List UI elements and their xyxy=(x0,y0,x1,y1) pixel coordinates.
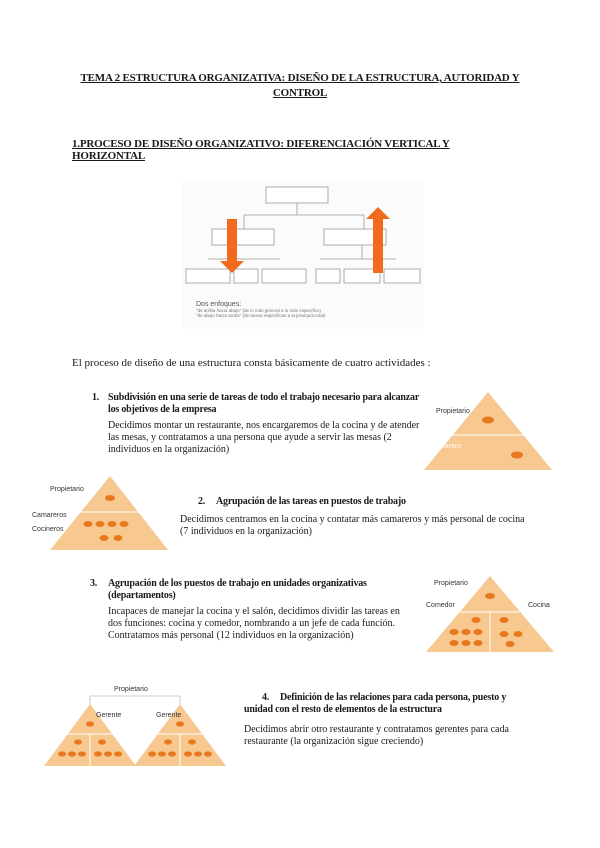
step-1-label-waiter: Camarero xyxy=(430,443,462,450)
org-box-bottom-1 xyxy=(186,269,230,283)
document-title: TEMA 2 ESTRUCTURA ORGANIZATIVA: DISEÑO DE LA ESTRUCTURA, AUTORIDAD Y CONTROL xyxy=(80,72,520,99)
step-3-pyramid xyxy=(424,574,556,654)
step-4-label-owner: Propietario xyxy=(114,686,148,693)
legend-line-2: "de abajo hacia arriba" (de tareas específicas a la jerarquía total) xyxy=(196,313,326,318)
org-box-top xyxy=(266,187,328,203)
step-2-pyramid xyxy=(32,474,170,552)
legend-title: Dos enfoques: xyxy=(196,301,242,308)
step-3-label-owner: Propietario xyxy=(434,580,468,587)
step-1-text: Decidimos montar un restaurante, nos encargaremos de la cocina y de atender las mesas, y contratamos a una persona que ayude a servir las mesas (2 individuos en la organización) xyxy=(108,420,420,455)
step-3-label-kitchen: Cocina xyxy=(528,602,550,609)
step-4-pyramids xyxy=(40,686,230,768)
step-3-title: Agrupación de los puestos de trabajo en unidades organizativas (departamentos) xyxy=(108,578,367,601)
step-4-label-manager-1: Gerente xyxy=(96,712,122,719)
step-2-label-owner: Propietario xyxy=(50,486,84,493)
section-heading: 1.PROCESO DE DISEÑO ORGANIZATIVO: DIFERENCIACIÓN VERTICAL Y HORIZONTAL xyxy=(72,138,450,162)
diagram-legend xyxy=(196,301,420,318)
step-4-label-manager-2: Gerente xyxy=(156,712,182,719)
step-2-title: Agrupación de las tareas en puestos de trabajo xyxy=(216,496,406,507)
step-1-number: 1. xyxy=(92,392,100,403)
legend-line-1: "de arriba hacia abajo" (de lo más general a lo más específico) xyxy=(196,308,322,313)
org-box-bottom-6 xyxy=(384,269,420,283)
step-2-number: 2. xyxy=(198,496,206,507)
dot xyxy=(482,417,494,424)
step-3-text: Incapaces de manejar la cocina y el salón, decidimos dividir las tareas en dos funciones: cocina y comedor, nombrando a un jefe de cada función. Contratamos más personal (12 individuos en la organización) xyxy=(108,606,400,641)
step-2-label-waiters: Camareros xyxy=(32,512,67,519)
step-4-title: Definición de las relaciones para cada persona, puesto y unidad con el resto de elementos de la estructura xyxy=(244,692,507,715)
up-arrow-shaft xyxy=(373,217,383,273)
org-box-bottom-2 xyxy=(234,269,258,283)
org-box-mid-left xyxy=(212,229,274,245)
step-1-label-owner: Propietario xyxy=(436,408,470,415)
org-box-bottom-4 xyxy=(316,269,340,283)
step-3-label-dining: Comedor xyxy=(426,602,455,609)
step-1-title: Subdivisión en una serie de tareas de todo el trabajo necesario para alcanzar los objetivos de la empresa xyxy=(108,392,419,415)
org-chart-diagram xyxy=(182,181,424,329)
step-4-number: 4. xyxy=(262,692,270,703)
step-2-text: Decidimos centramos en la cocina y contatar más camareros y más personal de cocina (7 individuos en la organización) xyxy=(180,514,525,537)
step-1-pyramid xyxy=(422,390,554,472)
down-arrow-shaft xyxy=(227,219,237,263)
dot xyxy=(511,452,523,459)
org-box-bottom-3 xyxy=(262,269,306,283)
step-4-text: Decidimos abrir otro restaurante y contratamos gerentes para cada restaurante (la organización sigue creciendo) xyxy=(244,724,509,747)
step-2-label-cooks: Cocineros xyxy=(32,526,64,533)
intro-text: El proceso de diseño de una estructura consta básicamente de cuatro actividades : xyxy=(72,357,431,369)
step-3-number: 3. xyxy=(90,578,98,589)
